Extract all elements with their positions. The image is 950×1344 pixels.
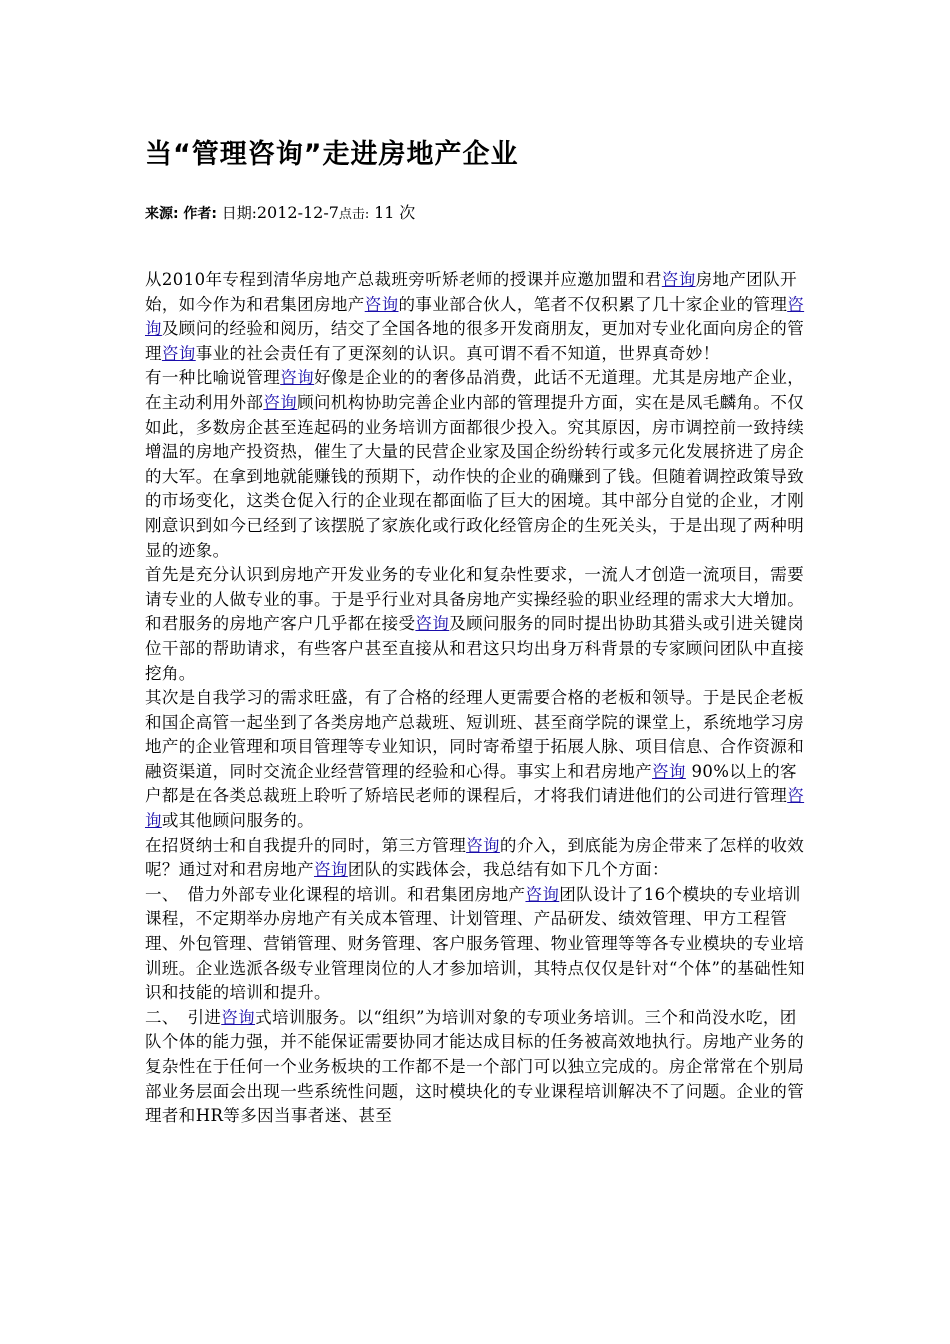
consulting-link[interactable]: 咨询 <box>525 884 560 904</box>
consulting-link[interactable]: 咨询 <box>280 368 315 388</box>
paragraph-text: 的事业部合伙人，笔者不仅积累了几十家企业的管理 <box>398 294 788 314</box>
paragraph-text: 团队的实践体会，我总结有如下几个方面： <box>347 860 669 880</box>
paragraph-text: 或其他顾问服务的。 <box>161 811 315 831</box>
paragraph-text: 式培训服务。以“组织”为培训对象的专项业务培训。三个和尚没水吃，团队个体的能力强，并不能保证需要协同才能达成目标的任务被高效地执行。房地产业务的复杂性在于任何一个业务板块的工作都不是一个部门可以独立完成的。房企常常在个别局部业务层面会出现一些系统性问题，这时模块化的专业课程培训解决不了问题。企业的管理者和HR等多因当事者迷、甚至 <box>145 1007 805 1126</box>
paragraph-text: 有一种比喻说管理 <box>145 368 281 388</box>
paragraph-text: 在招贤纳士和自我提升的同时，第三方管理 <box>145 835 467 855</box>
paragraph-text: 二、 引进 <box>145 1007 222 1027</box>
date-value: 2012-12-7 <box>256 203 339 222</box>
paragraph-text: 及顾问服务的同时提出协助其猎头或引进关键岗位干部的帮助请求，有些客户甚至直接从和君这只均出身万科背景的专家顾问团队中直接挖角。 <box>145 614 805 683</box>
article-body <box>145 268 810 1129</box>
article-meta <box>145 200 415 223</box>
paragraph-text: 房地产团队开始，如今作为和君集团房地产 <box>145 270 798 314</box>
consulting-link[interactable]: 咨询 <box>415 614 450 634</box>
paragraph <box>145 366 810 563</box>
clicks-value: 11 <box>374 203 395 222</box>
consulting-link[interactable]: 咨询 <box>364 294 399 314</box>
consulting-link[interactable]: 咨询 <box>661 270 696 289</box>
paragraph-text: 从2010年专程到清华房地产总裁班旁听矫老师的授课并应邀加盟和君 <box>145 270 662 289</box>
consulting-link[interactable]: 咨询 <box>221 1007 256 1027</box>
paragraph-text: 其次是自我学习的需求旺盛，有了合格的经理人更需要合格的老板和领导。于是民企老板和国企高管一起坐到了各类房地产总裁班、短训班、甚至商学院的课堂上，系统地学习房地产的企业管理和项目管理等专业知识，同时寄希望于拓展人脉、项目信息、合作资源和融资渠道，同时交流企业经营管理的经验和心得。事实上和君房地产 <box>145 688 805 781</box>
date-label: 日期: <box>221 204 257 222</box>
consulting-link[interactable]: 咨询 <box>161 343 196 363</box>
clicks-unit: 次 <box>399 203 416 222</box>
source-label: 来源: <box>145 206 179 222</box>
paragraph-text: 一、 借力外部专业化课程的培训。和君集团房地产 <box>145 884 526 904</box>
consulting-link[interactable]: 咨询 <box>652 761 686 781</box>
consulting-link[interactable]: 咨询 <box>314 860 348 880</box>
paragraph <box>145 563 810 686</box>
paragraph <box>145 268 810 366</box>
paragraph-text: 的介入，到底能为房企带来了怎样的收效呢？通过对和君房地产 <box>145 835 805 880</box>
paragraph <box>145 834 810 883</box>
paragraph <box>145 1006 810 1129</box>
consulting-link[interactable]: 咨询 <box>466 835 500 855</box>
article-title: 当“管理咨询”走进房地产企业 <box>145 139 519 170</box>
paragraph-text: 团队设计了16个模块的专业培训课程，不定期举办房地产有关成本管理、计划管理、产品研发、绩效管理、甲方工程管理、外包管理、营销管理、财务管理、客户服务管理、物业管理等等各专业模块的专业培训班。企业选派各级专业管理岗位的人才参加培训，其特点仅仅是针对“个体”的基础性知识和技能的培训和提升。 <box>145 884 805 1003</box>
paragraph-text: 90%以上的客户都是在各类总裁班上聆听了矫培民老师的课程后，才将我们请进他们的公司进行管理 <box>145 761 797 806</box>
paragraph-text: 好像是企业的的奢侈品消费，此话不无道理。尤其是房地产企业，在主动利用外部 <box>145 368 805 412</box>
consulting-link[interactable]: 咨询 <box>145 294 805 339</box>
paragraph-text: 顾问机构协助完善企业内部的管理提升方面，实在是凤毛麟角。不仅如此，多数房企甚至连起码的业务培训方面都很少投入。究其原因，房市调控前一致持续增温的房地产投资热，催生了大量的民营企业家及国企纷纷转行或多元化发展挤进了房企的大军。在拿到地就能赚钱的预期下，动作快的企业的确赚到了钱。但随着调控政策导致的市场变化，这类仓促入行的企业现在都面临了巨大的困境。其中部分自觉的企业，才刚刚意识到如今已经到了该摆脱了家族化或行政化经管房企的生死关头，于是出现了两种明显的迹象。 <box>145 392 805 560</box>
paragraph-text: 事业的社会责任有了更深刻的认识。真可谓不看不知道，世界真奇妙！ <box>195 343 720 363</box>
paragraph-text: 及顾问的经验和阅历，结交了全国各地的很多开发商朋友，更加对专业化面向房企的管理 <box>145 319 805 363</box>
clicks-label: 点击: <box>338 207 370 222</box>
author-label: 作者: <box>183 206 217 222</box>
paragraph <box>145 883 810 1006</box>
consulting-link[interactable]: 咨询 <box>263 392 298 412</box>
paragraph-text: 首先是充分认识到房地产开发业务的专业化和复杂性要求，一流人才创造一流项目，需要请专业的人做专业的事。于是乎行业对具备房地产实操经验的职业经理的需求大大增加。和君服务的房地产客户几乎都在接受 <box>145 565 805 634</box>
consulting-link[interactable]: 咨询 <box>145 786 805 831</box>
paragraph <box>145 686 810 834</box>
